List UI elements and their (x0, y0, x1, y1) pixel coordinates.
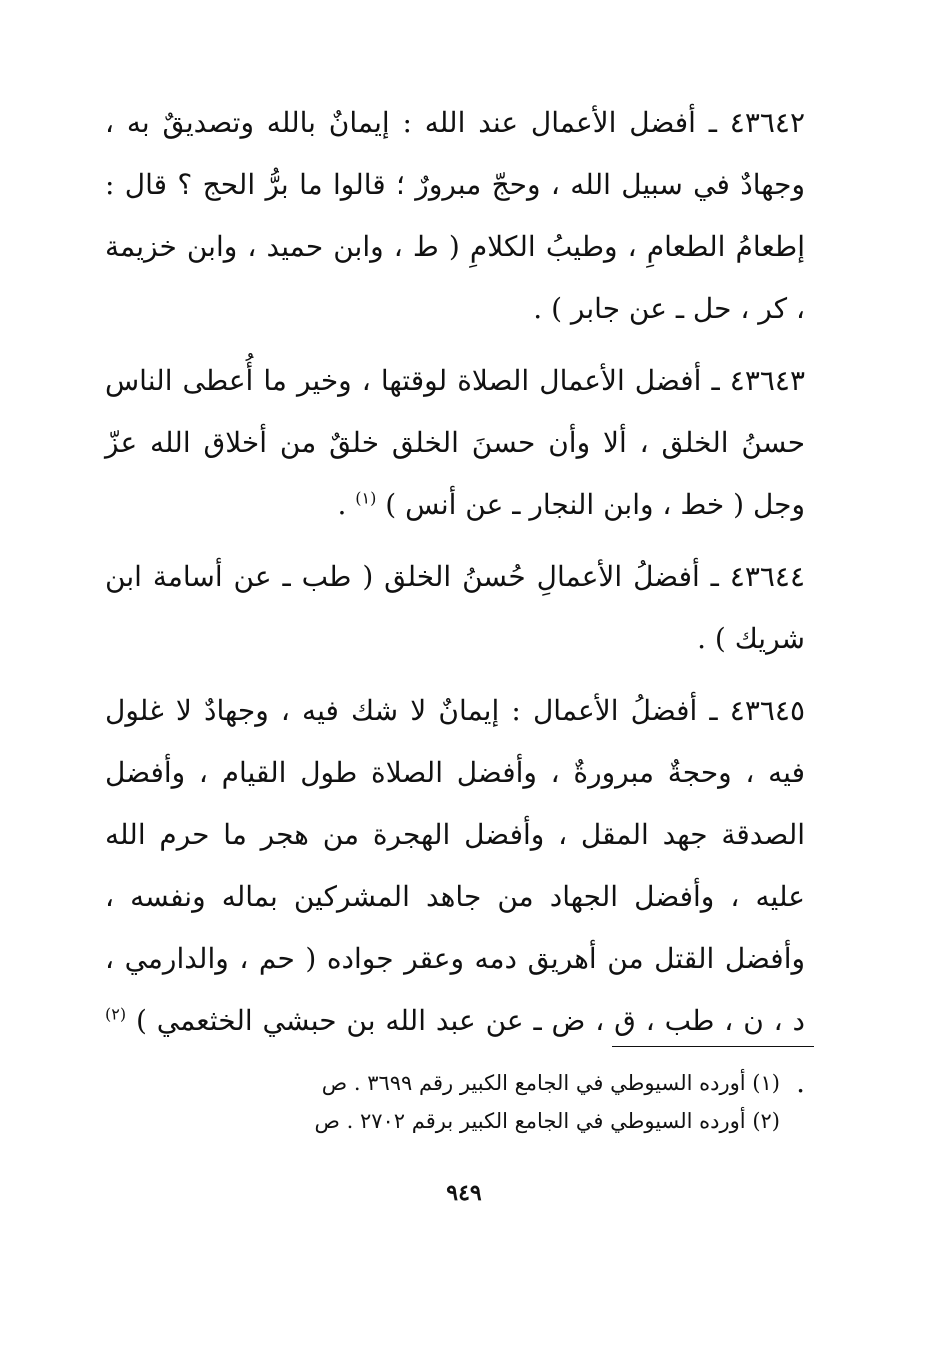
footnote-2: (٢) أورده السيوطي في الجامع الكبير برقم ٢٧٠٢ . ص (314, 1109, 780, 1133)
footnote-reference[interactable]: (٢) (105, 1004, 127, 1024)
entry-text: ـ أفضلُ الأعمالِ حُسنُ الخلق ( طب ـ عن أسامة ابن شريك ) . (105, 560, 805, 655)
entry-tail: . (337, 488, 356, 521)
entry-text: ـ أفضل الأعمال الصلاة لوقتها ، وخير ما أُعطى الناس حسنُ الخلق ، ألا وأن حسنَ الخلق خلقٌ من أخلاق الله عزّ وجل ( خط ، وابن النجار ـ عن أنس ) (105, 364, 805, 521)
footnote-reference[interactable]: (١) (355, 488, 377, 508)
entry-number: ٤٣٦٤٢ (729, 106, 805, 139)
hadith-entry-43643 (105, 350, 805, 536)
footnote-separator (612, 1046, 814, 1047)
entry-text: ـ أفضل الأعمال عند الله : إيمانٌ بالله وتصديقٌ به ، وجهادٌ في سبيل الله ، وحجّ مبرورٌ ؛ قالوا ما برُّ الحج ؟ قال : إطعامُ الطعامِ ، وطيبُ الكلامِ ( ط ، وابن حميد ، وابن خزيمة ، كر ، حل ـ عن جابر ) . (105, 106, 805, 325)
page-number: ٩٤٩ (446, 1180, 482, 1206)
hadith-entry-43645 (105, 680, 805, 1114)
entry-number: ٤٣٦٤٣ (729, 364, 805, 397)
hadith-entry-43644 (105, 546, 805, 670)
entry-tail: . (796, 1066, 805, 1099)
entry-number: ٤٣٦٤٤ (729, 560, 806, 593)
footnote-1: (١) أورده السيوطي في الجامع الكبير رقم ٣٦٩٩ . ص (321, 1071, 780, 1095)
entry-number: ٤٣٦٤٥ (729, 694, 805, 727)
hadith-entries (105, 92, 805, 1124)
hadith-entry-43642 (105, 92, 805, 340)
footnotes (160, 1064, 780, 1140)
entry-text: ـ أفضلُ الأعمال : إيمانٌ لا شك فيه ، وجهادٌ لا غلول فيه ، وحجةٌ مبرورةٌ ، وأفضل الصلاة طول القيام ، وأفضل الصدقة جهد المقل ، وأفضل الهجرة من هجر ما حرم الله عليه ، وأفضل الجهاد من جاهد المشركين بماله ونفسه ، وأفضل القتل من أهريق دمه وعقر جواده ( حم ، والدارمي ، د ، ن ، طب ، ق ، ض ـ عن عبد الله بن حبشي الخثعمي ) (105, 694, 805, 1037)
